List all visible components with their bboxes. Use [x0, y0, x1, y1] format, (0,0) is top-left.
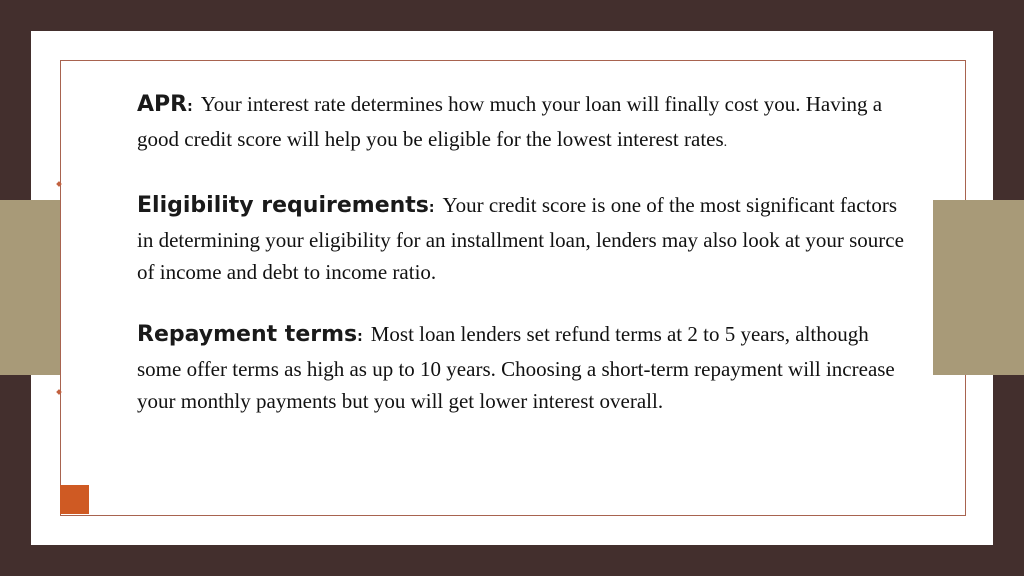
paragraph-text: Most loan lenders set refund terms at 2 to 5 years, although some offer terms as high as up to 10 years. Choosing a short-term repayment will increase your monthly payments but you will get lower interest overall. — [137, 322, 895, 413]
corner-accent-square — [60, 485, 89, 514]
right-accent-tab — [933, 200, 1024, 375]
paragraph-repayment — [137, 318, 907, 417]
term-apr: APR — [137, 92, 188, 117]
paragraph-text: Your credit score is one of the most significant factors in determining your eligibility for an installment loan, lenders may also look at your source of income and debt to income ratio. — [137, 193, 904, 284]
term-separator: : — [357, 329, 363, 345]
left-accent-tab — [0, 200, 60, 375]
term-separator: : — [187, 99, 193, 115]
paragraph-apr — [137, 88, 907, 159]
term-eligibility: Eligibility requirements — [137, 193, 429, 218]
paragraph-ending: . — [723, 135, 728, 150]
slide-content — [137, 88, 907, 417]
paragraph-text: Your interest rate determines how much your loan will finally cost you. Having a good credit score will help you be eligible for the lowest interest rates — [137, 92, 883, 151]
term-repayment: Repayment terms — [137, 322, 358, 347]
term-separator: : — [428, 200, 435, 216]
paragraph-eligibility — [137, 189, 907, 288]
